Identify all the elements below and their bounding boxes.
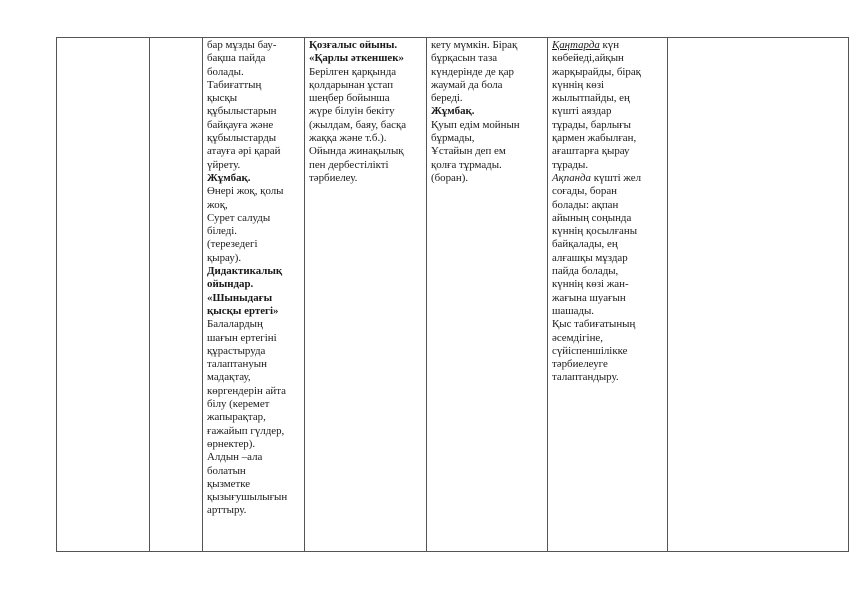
text-line: біледі. xyxy=(207,225,237,238)
text-line: қырау). xyxy=(207,251,242,264)
table-cell-col4 xyxy=(305,38,427,552)
text-line: қызметке xyxy=(207,477,251,490)
col3-observation-text xyxy=(207,39,301,172)
text-line xyxy=(552,172,664,185)
text-line: болатын xyxy=(207,464,246,477)
table-cell-col7 xyxy=(668,38,849,552)
text-line: тұрады. xyxy=(552,158,589,171)
text-line: бұрқасын таза xyxy=(431,52,498,65)
movement-game-description xyxy=(309,66,423,186)
text-line xyxy=(552,39,664,52)
text-line: пен дербестілікті xyxy=(309,158,389,171)
text-line: жапырақтар, xyxy=(207,411,266,424)
text-line: жүре білуін бекіту xyxy=(309,105,395,118)
text-line: айының соңында xyxy=(552,211,632,224)
text-line: Ұстайын деп ем xyxy=(431,145,506,158)
text-line: күннің қосылғаны xyxy=(552,225,638,238)
month-february: Ақпанда xyxy=(552,171,591,184)
text-line: құрастыруда xyxy=(207,344,266,357)
text-line: жылытпайды, ең xyxy=(552,92,630,105)
text-line: күндерінде де қар xyxy=(431,65,515,78)
text-line: көбейеді,айқын xyxy=(552,52,624,65)
text-line: жағына шуағын xyxy=(552,291,626,304)
text-line: ағаштарға қырау xyxy=(552,145,630,158)
text-line: қармен жабылған, xyxy=(552,132,637,145)
text-line: байқауға және xyxy=(207,118,274,131)
text-line: үйрету. xyxy=(207,158,241,171)
text-line: Қуып едім мойнын xyxy=(431,118,520,131)
riddle-text xyxy=(207,185,301,265)
table-cell-col6 xyxy=(548,38,668,552)
text-line: сүйіспеншілікке xyxy=(552,344,628,357)
january-paragraph xyxy=(552,39,664,172)
text-line: байқалады, ең xyxy=(552,238,618,251)
text-line: талаптандыру. xyxy=(552,371,619,384)
text-line: Балалардың xyxy=(207,318,263,331)
text-line: кету мүмкін. Бірақ xyxy=(431,39,518,51)
text-line: қысқы ертегі» xyxy=(207,304,279,317)
text-line: береді. xyxy=(431,92,463,105)
text-line: әсемдігіне, xyxy=(552,331,603,344)
text-line: мадақтау, xyxy=(207,371,251,384)
text-line: Ойында жинақылық xyxy=(309,145,404,158)
text-line: қолға тұрмады. xyxy=(431,158,502,171)
text-line: Қыс табиғатының xyxy=(552,318,636,331)
text-line: Сурет салуды xyxy=(207,211,271,224)
riddle-heading: Жұмбақ. xyxy=(431,105,475,118)
text-line: соғады, боран xyxy=(552,185,617,198)
text-line: «Шыныдағы xyxy=(207,291,273,304)
text-line: көргендерін айта xyxy=(207,384,286,397)
text-line: Дидактикалық xyxy=(207,265,283,278)
text-fragment: күн xyxy=(599,39,620,51)
text-line: талаптануын xyxy=(207,358,267,371)
text-line: болады: ақпан xyxy=(552,198,619,211)
movement-game-title: «Қарлы әткеншек» xyxy=(309,52,404,65)
text-line: арттыру. xyxy=(207,504,247,517)
text-line: күннің көзі жан- xyxy=(552,278,629,291)
game-title xyxy=(207,292,301,319)
text-line: (терезедегі xyxy=(207,238,258,251)
text-line: атауға әрі қарай xyxy=(207,145,281,158)
text-line: тұрады, барлығы xyxy=(552,118,631,131)
lesson-plan-table xyxy=(56,37,849,552)
text-line: білу (керемет xyxy=(207,398,270,411)
riddle-text xyxy=(431,119,544,185)
game-description xyxy=(207,318,301,517)
text-line: шеңбер бойынша xyxy=(309,92,390,105)
weather-text xyxy=(431,39,544,105)
text-fragment: күшті жел xyxy=(591,171,642,184)
table-cell-col1 xyxy=(57,38,150,552)
text-line: шашады. xyxy=(552,304,595,317)
text-line: өрнектер). xyxy=(207,437,256,450)
riddle-heading: Жұмбақ. xyxy=(207,171,251,184)
text-line: бар мұзды бау- xyxy=(207,39,277,51)
text-line: тәрбиелеуге xyxy=(552,358,608,371)
text-line: Табиғаттың xyxy=(207,78,262,91)
february-paragraph xyxy=(552,172,664,385)
text-line: Өнері жоқ, қолы xyxy=(207,185,284,198)
text-line: (боран). xyxy=(431,171,469,184)
text-line: құбылыстарды xyxy=(207,132,277,145)
text-line: қысқы xyxy=(207,92,238,105)
text-line: пайда болады, xyxy=(552,265,619,278)
text-line: тәрбиелеу. xyxy=(309,171,358,184)
text-line: жаумай да бола xyxy=(431,78,503,91)
text-line: жаққа және т.б.). xyxy=(309,132,387,145)
table-cell-col5 xyxy=(427,38,548,552)
table-cell-col3 xyxy=(203,38,305,552)
text-line: шағын ертегіні xyxy=(207,331,277,344)
text-line: жарқырайды, бірақ xyxy=(552,65,641,78)
text-line: құбылыстарын xyxy=(207,105,277,118)
text-line: бұрмады, xyxy=(431,132,475,145)
text-line: күннің көзі xyxy=(552,78,605,91)
text-line: Берілген қарқында xyxy=(309,65,397,78)
text-line: ғажайып гүлдер, xyxy=(207,424,285,437)
table-cell-col2 xyxy=(150,38,203,552)
text-line: ойындар. xyxy=(207,278,254,291)
text-line: жоқ, xyxy=(207,198,228,211)
month-january: Қаңтарда xyxy=(552,39,600,51)
text-line: қызығушылығын xyxy=(207,491,288,504)
text-line: алғашқы мұздар xyxy=(552,251,628,264)
text-line: бақша пайда xyxy=(207,52,266,65)
didactic-games-heading xyxy=(207,265,301,292)
movement-game-heading: Қозғалыс ойыны. xyxy=(309,39,398,51)
text-line: (жылдам, баяу, басқа xyxy=(309,118,407,131)
text-line: болады. xyxy=(207,65,244,78)
text-line: күшті аяздар xyxy=(552,105,612,118)
table-row xyxy=(57,38,849,552)
text-line: Алдын –ала xyxy=(207,451,263,464)
text-line: қолдарынан ұстап xyxy=(309,78,394,91)
